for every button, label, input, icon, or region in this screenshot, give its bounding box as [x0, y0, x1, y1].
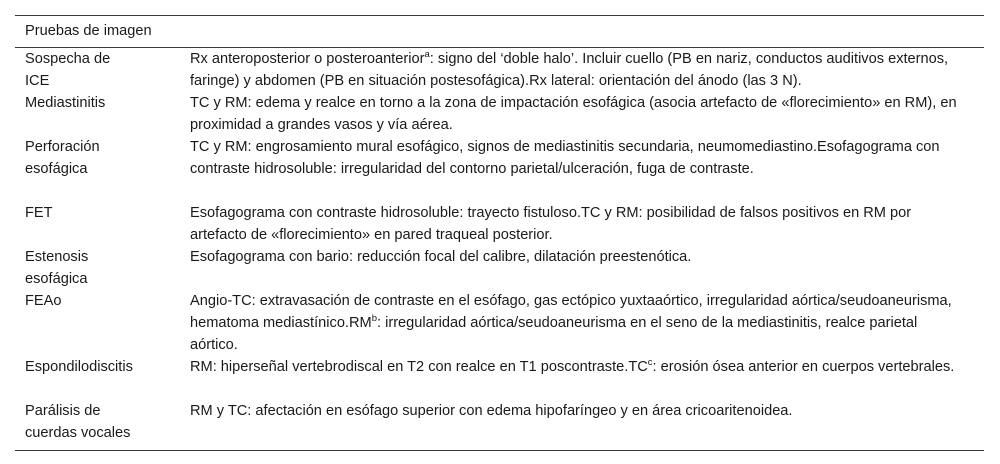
row-description: TC y RM: edema y realce en torno a la zona de impactación esofágica (asocia artefacto de «florecimiento» en RM), en proximidad a grandes vasos y vía aérea. [190, 95, 957, 133]
row-description: Esofagograma con contraste hidrosoluble: trayecto fistuloso.TC y RM: posibilidad de falsos positivos en RM por artefacto de «florecimiento» en pared traqueal posterior. [190, 205, 912, 243]
table-row [15, 247, 984, 291]
row-label: Parálisis de cuerdas vocales [25, 403, 131, 441]
table-row [15, 401, 984, 445]
footnote-marker: c [647, 357, 653, 369]
row-label: Sospecha de ICE [25, 51, 111, 89]
footnote-marker: a [424, 49, 430, 61]
table-row [15, 49, 984, 93]
imaging-table [15, 15, 984, 451]
row-description: TC y RM: engrosamiento mural esofágico, signos de mediastinitis secundaria, neumomediastino.Esofagograma con contraste hidrosoluble: irregularidad del contorno parietal/ulceración, fuga de contraste. [190, 139, 940, 177]
bottom-rule [15, 450, 984, 451]
row-description: RM y TC: afectación en esófago superior con edema hipofaríngeo y en área cricoaritenoidea. [190, 403, 793, 419]
table-header [15, 16, 984, 47]
row-description: RM: hiperseñal vertebrodiscal en T2 con realce en T1 $poscontraste.TC^c$: erosión ósea anterior en cuerpos vertebrales. [190, 357, 955, 375]
row-description: Rx anteroposterior o posteroanterior$^a$: signo del ‘doble halo’. Incluir cuello (PB en nariz, conductos auditivos externos, faringe) y abdomen (PB en situación postesofágica).Rx lateral: orientación del ánodo (las 3 N). [190, 49, 949, 89]
row-label: FEAo [25, 293, 62, 309]
header-title: Pruebas de imagen [25, 23, 152, 39]
table-row [15, 137, 984, 203]
row-label: FET [25, 205, 53, 221]
row-label: Perforación esofágica [25, 139, 100, 177]
row-label: Espondilodiscitis [25, 359, 133, 375]
table-body [15, 48, 984, 445]
footnote-marker: b [371, 312, 377, 324]
row-description: Esofagograma con bario: reducción focal del calibre, dilatación preestenótica. [190, 249, 692, 265]
row-label: Estenosis esofágica [25, 249, 89, 287]
row-description: Angio-TC: extravasación de contraste en el esófago, gas ectópico yuxtaaórtico, irregularidad aórtica/seudoaneurisma, hematoma $mediastínico.RM^b$: irregularidad aórtica/seudoaneurisma en el seno de la mediastinitis, realce parietal aórtico. [190, 293, 952, 353]
table-row [15, 93, 984, 137]
table-row [15, 203, 984, 247]
row-label: Mediastinitis [25, 95, 106, 111]
table-row [15, 357, 984, 401]
table-row [15, 291, 984, 357]
